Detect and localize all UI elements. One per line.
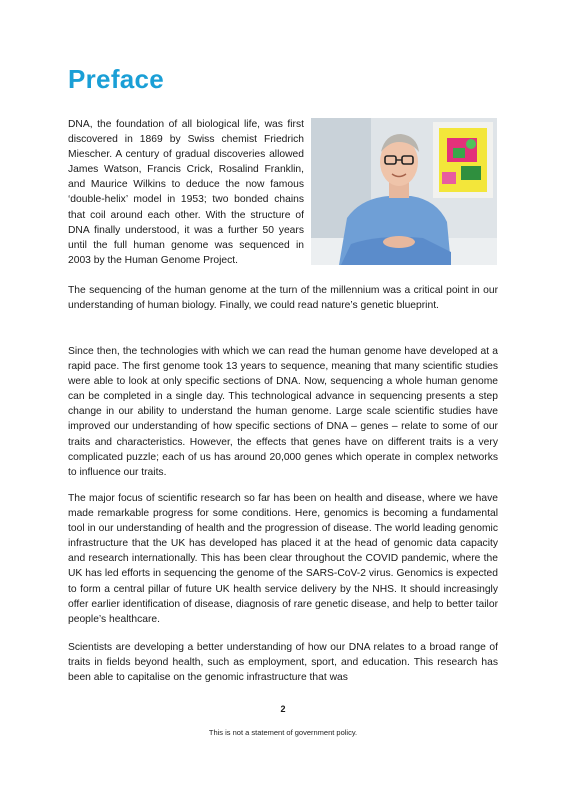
paragraph-traits: Scientists are developing a better understanding of how our DNA relates to a broad range of traits in fields beyond health, such as employment, sport, and education. This research has been able to capitalise on the genomic infrastructure that was	[68, 642, 498, 684]
paragraph-health: The major focus of scientific research so far has been on health and disease, where we have made remarkable progress for some conditions. Here, genomics is becoming a fundamental tool in our understanding of health and the progression of disease. The world leading genomic infrastructure that the UK has developed has placed it at the head of genomic data capacity and research internationally. This has been clear throughout the COVID pandemic, where the UK has led efforts in sequencing the genome of the SARS-CoV-2 virus. Genomics is expected to form a central pillar of future UK health service delivery by the NHS. It should increasingly offer earlier identification of disease, diagnosis of rare genetic disease, and help to better tailor people’s healthcare.	[68, 493, 498, 625]
paragraph-technology: Since then, the technologies with which we can read the human genome have developed at a rapid pace. The first genome took 13 years to sequence, meaning that many scientific studies were able to look at only specific sections of DNA. Now, sequencing a whole human genome can be completed in a single day. This technological advance in sequencing presents a step change in our ability to understand the human genome. Large scale scientific studies have improved our understanding of how specific sections of DNA – genes – relate to some of our traits and characteristics. However, the effects that genes have on different traits is a very complicated puzzle; each of us has around 20,000 genes which operate in complex networks to influence our traits.	[68, 346, 498, 478]
footer-disclaimer: This is not a statement of government policy.	[208, 728, 358, 737]
paragraph-sequencing: The sequencing of the human genome at the turn of the millennium was a critical point in our understanding of human biology. Finally, we could read nature’s genetic blueprint.	[68, 285, 498, 312]
paragraph-intro: DNA, the foundation of all biological life, was first discovered in 1869 by Swiss chemist Friedrich Miescher. A century of gradual discoveries allowed James Watson, Francis Crick, Rosalind Franklin, and Maurice Wilkins to deduce the now famous ‘double-helix’ model in 1953; two bonded chains that coil around each other. With the structure of DNA finally understood, it was a further 50 years until the full human genome was sequenced in 2003 by the Human Genome Project.	[68, 119, 304, 266]
page-number: 2	[280, 704, 286, 714]
author-photo	[311, 118, 497, 265]
page-title: Preface	[68, 64, 165, 94]
